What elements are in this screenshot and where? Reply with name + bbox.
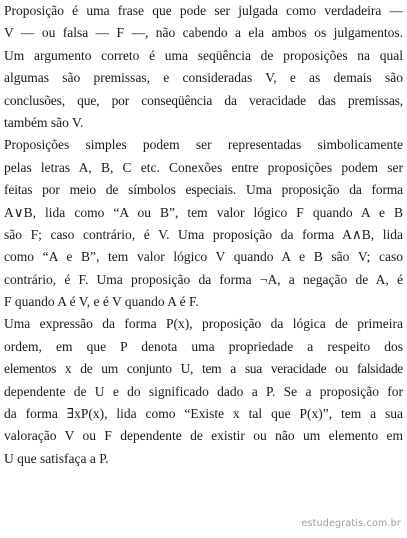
text-line: dependente de U e do significado dado a P. Se a proposição for [4, 383, 403, 399]
site-watermark: estudegratis.com.br [301, 518, 401, 529]
text-line: A∨B, lida como “A ou B”, tem valor lógico F quando A e B [4, 204, 403, 220]
text-line: ordem, em que P denota uma propriedade a respeito dos [4, 338, 403, 354]
text-line: são F; caso contrário, é V. Uma proposição da forma A∧B, lida [4, 226, 403, 242]
text-line: U que satisfaça a P. [4, 450, 109, 466]
text-line: contrário, é F. Uma proposição da forma ¬A, a negação de A, é [4, 271, 403, 287]
text-line: V — ou falsa — F —, não cabendo a ela ambos os julgamentos. [4, 25, 403, 41]
text-line: algumas são premissas, e consideradas V, e as demais são [4, 70, 403, 86]
text-line: feitas por meio de símbolos especiais. Uma proposição da forma [4, 182, 403, 198]
paragraph-expressao [4, 313, 403, 470]
text-line: elementos x de um conjunto U, tem a sua veracidade ou falsidade [4, 361, 403, 377]
text-line: também são V. [4, 114, 84, 130]
text-line: Proposição é uma frase que pode ser julgada como verdadeira — [4, 3, 403, 18]
paragraph-proposicao [4, 0, 403, 134]
text-line: como “A e B”, tem valor lógico V quando A e B são V; caso [4, 249, 403, 265]
text-line: Um argumento correto é uma seqüência de proposições na qual [4, 47, 403, 63]
text-line: conclusões, que, por conseqüência da veracidade das premissas, [4, 92, 403, 108]
text-line: F quando A é V, e é V quando A é F. [4, 294, 199, 310]
paragraph-proposicoes-simples [4, 134, 403, 313]
text-line: pelas letras A, B, C etc. Conexões entre proposições podem ser [4, 159, 403, 175]
text-line: Proposições simples podem ser representadas simbolicamente [4, 137, 403, 153]
text-line: da forma ∃xP(x), lida como “Existe x tal que P(x)”, tem a sua [4, 406, 403, 422]
text-line: valoração V ou F dependente de existir ou não um elemento em [4, 428, 403, 444]
text-line: Uma expressão da forma P(x), proposição da lógica de primeira [4, 316, 403, 332]
document-body [4, 0, 403, 470]
